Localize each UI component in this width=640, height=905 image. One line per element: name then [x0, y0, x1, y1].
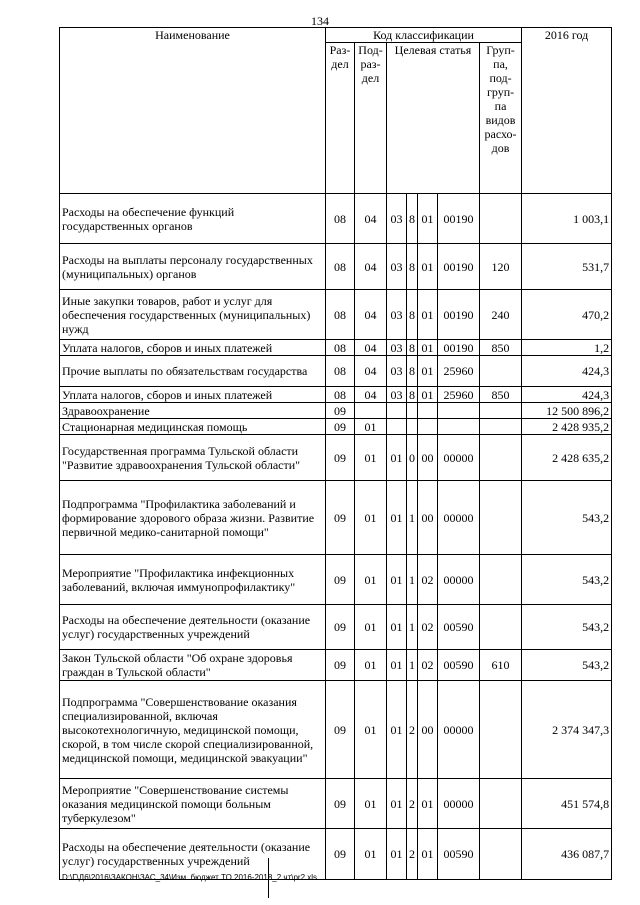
- cell-target-direction: 00000: [438, 481, 480, 555]
- cell-target-direction: 25960: [438, 356, 480, 387]
- header-name: Наименование: [60, 28, 326, 194]
- table-row: [60, 356, 612, 387]
- table-row: [60, 681, 612, 779]
- cell-subsection: 01: [355, 435, 387, 481]
- budget-table: [59, 27, 612, 880]
- cell-target-subprogram: 2: [407, 779, 418, 829]
- cell-target-direction: [438, 403, 480, 419]
- cell-target-subprogram: 1: [407, 481, 418, 555]
- cell-target-event: 01: [418, 244, 438, 290]
- cell-subsection: 04: [355, 290, 387, 340]
- cell-target-direction: 00000: [438, 555, 480, 605]
- row-name: Уплата налогов, сборов и иных платежей: [60, 340, 326, 356]
- cell-target-event: 01: [418, 779, 438, 829]
- cell-section: 08: [326, 244, 355, 290]
- cell-target-subprogram: 8: [407, 387, 418, 403]
- row-name: Расходы на обеспечение функций государственных органов: [60, 194, 326, 244]
- row-name: Здравоохранение: [60, 403, 326, 419]
- cell-target-direction: 00000: [438, 435, 480, 481]
- cell-expense-group: [480, 419, 522, 435]
- cell-expense-group: [480, 194, 522, 244]
- cell-subsection: [355, 403, 387, 419]
- header-target-article: Целевая статья: [387, 43, 480, 194]
- header-section: Раз- дел: [326, 43, 355, 194]
- cell-target-subprogram: [407, 419, 418, 435]
- cell-amount: 2 374 347,3: [522, 681, 612, 779]
- cell-expense-group: [480, 555, 522, 605]
- cell-expense-group: [480, 403, 522, 419]
- cell-target-direction: 00590: [438, 829, 480, 880]
- cell-section: 09: [326, 605, 355, 650]
- cell-target-subprogram: 8: [407, 356, 418, 387]
- cell-expense-group: [480, 829, 522, 880]
- cell-subsection: 04: [355, 194, 387, 244]
- table-row: [60, 403, 612, 419]
- cell-amount: 543,2: [522, 481, 612, 555]
- table-row: [60, 481, 612, 555]
- cell-subsection: 01: [355, 419, 387, 435]
- cell-amount: 470,2: [522, 290, 612, 340]
- cell-section: 09: [326, 555, 355, 605]
- row-name: Прочие выплаты по обязательствам государства: [60, 356, 326, 387]
- cell-amount: 12 500 896,2: [522, 403, 612, 419]
- cell-target-direction: 00190: [438, 194, 480, 244]
- header-expense-group: Груп- па, под- груп- па видов расхо- дов: [480, 43, 522, 194]
- cell-target-direction: 00190: [438, 290, 480, 340]
- cell-section: 08: [326, 356, 355, 387]
- cell-section: 08: [326, 340, 355, 356]
- cell-target-subprogram: 1: [407, 650, 418, 681]
- table-row: [60, 779, 612, 829]
- cell-subsection: 04: [355, 356, 387, 387]
- cell-amount: 451 574,8: [522, 779, 612, 829]
- cell-target-event: 00: [418, 681, 438, 779]
- cell-target-program: 01: [387, 555, 407, 605]
- cell-expense-group: [480, 356, 522, 387]
- cell-target-event: [418, 419, 438, 435]
- cell-target-subprogram: 2: [407, 829, 418, 880]
- cell-target-program: [387, 419, 407, 435]
- cell-target-subprogram: 1: [407, 555, 418, 605]
- table-row: [60, 419, 612, 435]
- row-name: Стационарная медицинская помощь: [60, 419, 326, 435]
- cell-target-event: 01: [418, 194, 438, 244]
- cell-target-direction: 00000: [438, 681, 480, 779]
- row-name: Подпрограмма "Совершенствование оказания специализированной, включая высокотехнологичную, медицинской помощи, скорой, в том числе скорой специализированной, медицинской помощи, медицинской эвакуации": [60, 681, 326, 779]
- cell-target-program: 01: [387, 650, 407, 681]
- cell-target-event: 01: [418, 290, 438, 340]
- file-path-footer: D:\Г\Д6\2016\ЗАКОН\ЗАС_34\Изм. бюджет ТО 2016-2018_2 чт\pr2.xls: [62, 873, 318, 882]
- cell-expense-group: [480, 435, 522, 481]
- cell-subsection: 01: [355, 650, 387, 681]
- cell-target-direction: 00190: [438, 340, 480, 356]
- cell-target-direction: [438, 419, 480, 435]
- cell-expense-group: [480, 481, 522, 555]
- row-name: Уплата налогов, сборов и иных платежей: [60, 387, 326, 403]
- cell-expense-group: 120: [480, 244, 522, 290]
- table-row: [60, 829, 612, 880]
- cell-section: 09: [326, 403, 355, 419]
- table-row: [60, 387, 612, 403]
- table-row: [60, 555, 612, 605]
- cell-expense-group: 610: [480, 650, 522, 681]
- cell-amount: 1 003,1: [522, 194, 612, 244]
- cell-target-event: 02: [418, 555, 438, 605]
- cell-amount: 424,3: [522, 387, 612, 403]
- cell-target-subprogram: 8: [407, 244, 418, 290]
- cell-subsection: 01: [355, 555, 387, 605]
- cell-section: 09: [326, 481, 355, 555]
- cell-target-subprogram: [407, 403, 418, 419]
- cell-section: 09: [326, 419, 355, 435]
- cell-target-direction: 00190: [438, 244, 480, 290]
- cell-expense-group: 850: [480, 387, 522, 403]
- cell-section: 08: [326, 387, 355, 403]
- cell-subsection: 04: [355, 387, 387, 403]
- cell-target-event: 01: [418, 387, 438, 403]
- cell-subsection: 01: [355, 481, 387, 555]
- cell-expense-group: [480, 605, 522, 650]
- cell-target-event: 02: [418, 650, 438, 681]
- cell-target-event: 02: [418, 605, 438, 650]
- row-name: Государственная программа Тульской области "Развитие здравоохранения Тульской области": [60, 435, 326, 481]
- cell-section: 08: [326, 290, 355, 340]
- header-subsection: Под- раз- дел: [355, 43, 387, 194]
- table-row: [60, 435, 612, 481]
- row-name: Иные закупки товаров, работ и услуг для обеспечения государственных (муниципальных) нужд: [60, 290, 326, 340]
- row-name: Мероприятие "Совершенствование системы оказания медицинской помощи больным туберкулезом": [60, 779, 326, 829]
- cell-subsection: 01: [355, 779, 387, 829]
- cell-target-program: 01: [387, 829, 407, 880]
- cell-amount: 2 428 935,2: [522, 419, 612, 435]
- cell-target-subprogram: 0: [407, 435, 418, 481]
- cell-amount: 543,2: [522, 555, 612, 605]
- cell-target-program: 03: [387, 290, 407, 340]
- table-row: [60, 194, 612, 244]
- cell-target-program: 01: [387, 481, 407, 555]
- cell-section: 08: [326, 194, 355, 244]
- table-row: [60, 340, 612, 356]
- cell-target-direction: 00590: [438, 650, 480, 681]
- cell-target-event: 00: [418, 481, 438, 555]
- cell-subsection: 04: [355, 244, 387, 290]
- cell-section: 09: [326, 435, 355, 481]
- cell-amount: 2 428 635,2: [522, 435, 612, 481]
- cell-target-event: 01: [418, 356, 438, 387]
- cell-target-event: 00: [418, 435, 438, 481]
- cell-subsection: 01: [355, 829, 387, 880]
- row-name: Расходы на обеспечение деятельности (оказание услуг) государственных учреждений: [60, 829, 326, 880]
- cell-target-program: 03: [387, 387, 407, 403]
- table-row: [60, 244, 612, 290]
- cell-target-subprogram: 8: [407, 194, 418, 244]
- cell-subsection: 04: [355, 340, 387, 356]
- cell-target-direction: 25960: [438, 387, 480, 403]
- cell-subsection: 01: [355, 605, 387, 650]
- cell-expense-group: [480, 779, 522, 829]
- cell-section: 09: [326, 779, 355, 829]
- cell-amount: 543,2: [522, 650, 612, 681]
- cell-section: 09: [326, 650, 355, 681]
- cell-target-program: [387, 403, 407, 419]
- cell-target-program: 01: [387, 605, 407, 650]
- page-number: 134: [311, 14, 329, 28]
- cell-target-event: 01: [418, 829, 438, 880]
- cell-target-event: [418, 403, 438, 419]
- cell-target-program: 03: [387, 194, 407, 244]
- cell-amount: 531,7: [522, 244, 612, 290]
- table-row: [60, 290, 612, 340]
- row-name: Мероприятие "Профилактика инфекционных заболеваний, включая иммунопрофилактику": [60, 555, 326, 605]
- cell-amount: 436 087,7: [522, 829, 612, 880]
- header-year: 2016 год: [522, 28, 612, 194]
- cell-expense-group: 240: [480, 290, 522, 340]
- cell-target-program: 01: [387, 435, 407, 481]
- cell-section: 09: [326, 829, 355, 880]
- row-name: Закон Тульской области "Об охране здоровья граждан в Тульской области": [60, 650, 326, 681]
- cell-target-event: 01: [418, 340, 438, 356]
- cell-target-program: 03: [387, 244, 407, 290]
- row-name: Подпрограмма "Профилактика заболеваний и формирование здорового образа жизни. Развитие первичной медико-санитарной помощи": [60, 481, 326, 555]
- row-name: Расходы на выплаты персоналу государственных (муниципальных) органов: [60, 244, 326, 290]
- cell-expense-group: 850: [480, 340, 522, 356]
- cell-amount: 1,2: [522, 340, 612, 356]
- cell-target-subprogram: 8: [407, 340, 418, 356]
- cell-expense-group: [480, 681, 522, 779]
- cell-section: 09: [326, 681, 355, 779]
- table-body: [60, 194, 612, 880]
- cell-target-program: 01: [387, 779, 407, 829]
- table-row: [60, 605, 612, 650]
- cell-subsection: 01: [355, 681, 387, 779]
- row-name: Расходы на обеспечение деятельности (оказание услуг) государственных учреждений: [60, 605, 326, 650]
- cell-target-direction: 00590: [438, 605, 480, 650]
- cell-amount: 424,3: [522, 356, 612, 387]
- header-code-group: Код классификации: [326, 28, 522, 43]
- cell-amount: 543,2: [522, 605, 612, 650]
- cell-target-program: 03: [387, 340, 407, 356]
- table-row: [60, 650, 612, 681]
- cell-target-program: 01: [387, 681, 407, 779]
- cell-target-subprogram: 1: [407, 605, 418, 650]
- cell-target-subprogram: 2: [407, 681, 418, 779]
- cell-target-subprogram: 8: [407, 290, 418, 340]
- cell-target-direction: 00000: [438, 779, 480, 829]
- cell-target-program: 03: [387, 356, 407, 387]
